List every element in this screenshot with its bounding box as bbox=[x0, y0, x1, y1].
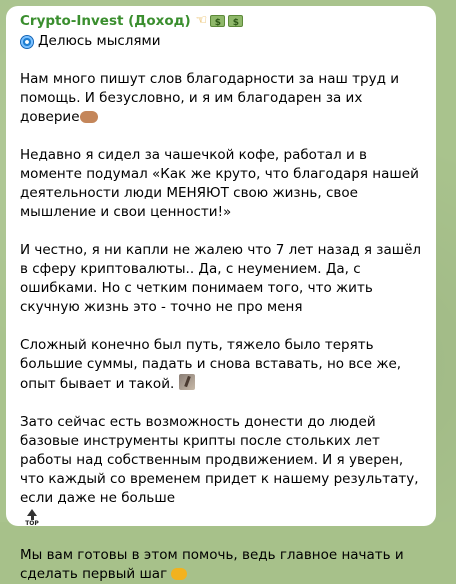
channel-header bbox=[20, 12, 426, 30]
message-text bbox=[20, 32, 426, 584]
message-subtitle bbox=[20, 32, 426, 51]
subtitle-text: Делюсь мыслями bbox=[38, 33, 161, 49]
paragraph-3-text: И честно, я ни капли не жалею что 7 лет назад я зашёл в сферу криптовалюты.. Да, с неумением. Да, с ошибками. Но с четким понимаем того, что жить скучную жизнь это - точно не про меня bbox=[20, 242, 422, 315]
paragraph-6 bbox=[20, 546, 426, 584]
paragraph-6-text: Мы вам готовы в этом помочь, ведь главное начать и сделать первый шаг bbox=[20, 547, 404, 582]
paragraph-1 bbox=[20, 70, 426, 127]
paragraph-5-text: Зато сейчас есть возможность донести до людей базовые инструменты крипты после стольких лет работы над собственным продвижением. И я уверен, что каждый со временем придет к нашему результату, если даже не больше bbox=[20, 414, 419, 506]
money-icon bbox=[228, 15, 243, 27]
paragraph-4 bbox=[20, 336, 426, 394]
paragraph-2-text: Недавно я сидел за чашечкой кофе, работал и в моменте подумал «Как же круто, что благодаря нашей деятельности люди МЕНЯЮТ свою жизнь, свое мышление и свои ценности!» bbox=[20, 147, 419, 220]
top-arrow-icon bbox=[20, 509, 44, 527]
pointing-hand-icon: ☜ bbox=[195, 13, 208, 28]
cyclone-icon bbox=[20, 35, 34, 49]
paragraph-1-text: Нам много пишут слов благодарности за наш труд и помощь. И безусловно, и я им благодарен за их доверие bbox=[20, 71, 399, 125]
money-icon bbox=[210, 15, 225, 27]
handshake-icon bbox=[171, 568, 187, 580]
paragraph-5 bbox=[20, 413, 426, 527]
paragraph-4-text: Сложный конечно был путь, тяжело было терять большие суммы, падать и снова вставать, но все же, опыт бывает и такой. bbox=[20, 337, 402, 392]
channel-name[interactable]: Crypto-Invest (Доход) bbox=[20, 13, 191, 29]
handshake-icon bbox=[80, 111, 98, 123]
paragraph-3 bbox=[20, 241, 426, 317]
paragraph-2 bbox=[20, 146, 426, 222]
top-label: TOP bbox=[25, 520, 39, 527]
climber-icon bbox=[179, 374, 195, 390]
message-bubble[interactable] bbox=[6, 6, 436, 582]
